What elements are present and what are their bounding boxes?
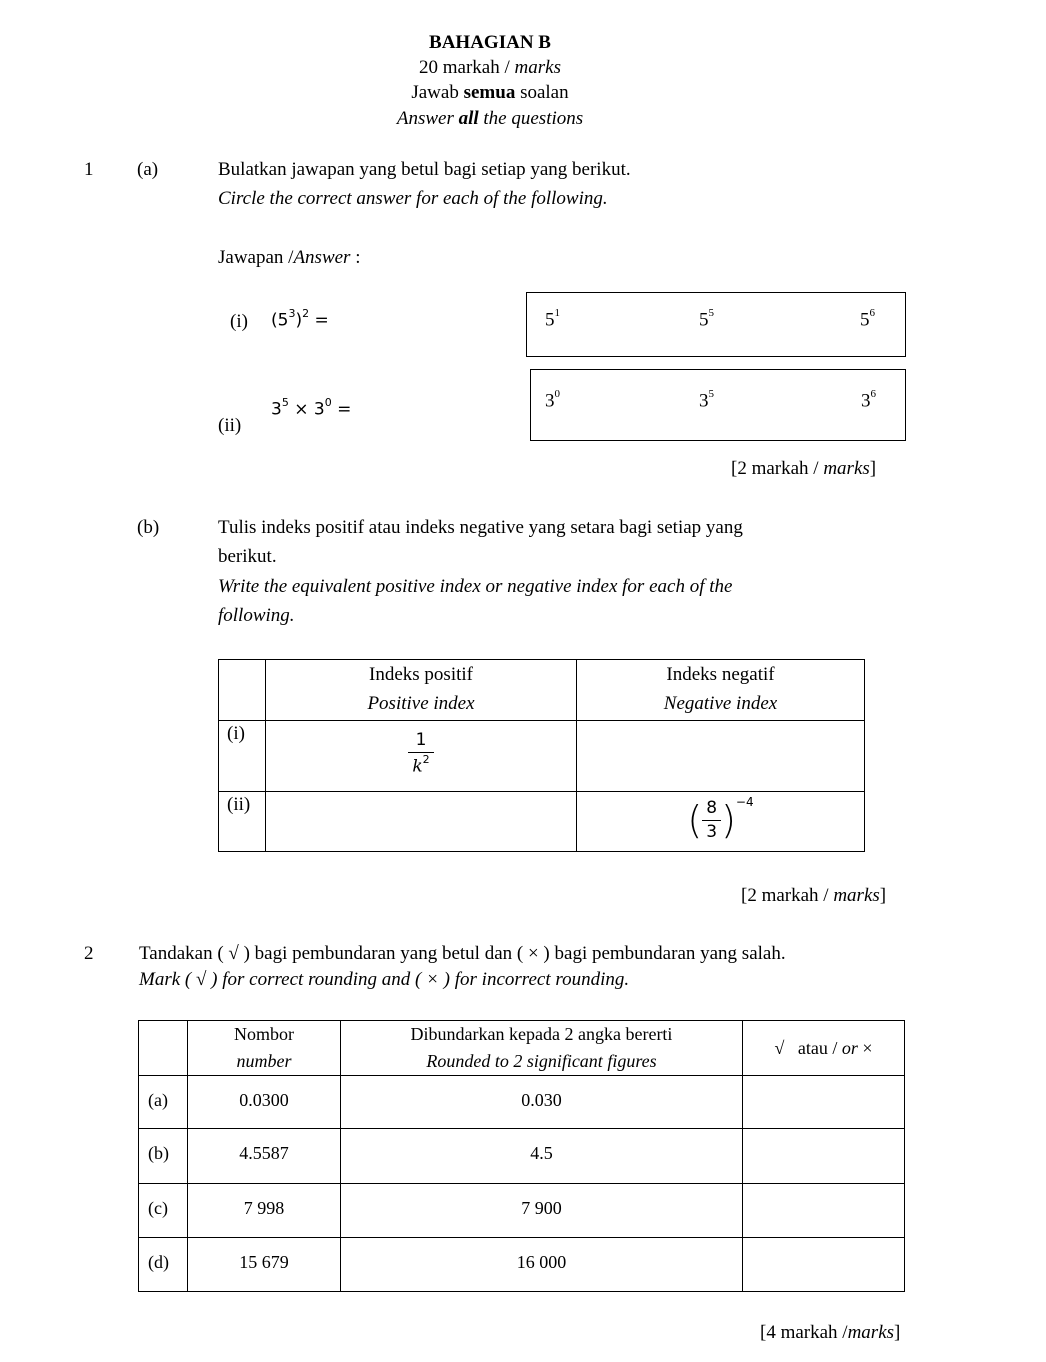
row-label: (c) [139, 1184, 188, 1238]
option-i-3[interactable]: $5^6$ [860, 307, 875, 331]
number-cell: 15 679 [188, 1238, 341, 1292]
positive-index-cell [266, 721, 577, 792]
rounding-table [138, 1020, 905, 1292]
index-table-corner [219, 660, 266, 721]
q1a-item-i-label: (i) [230, 311, 248, 332]
instruction-en: Answer all the questions [396, 108, 584, 129]
q1a-item-ii-options-box [530, 369, 906, 441]
q1b-instruction-en-2: following. [218, 605, 295, 626]
rounded-cell: 16 000 [341, 1238, 743, 1292]
q1b-instruction-ms-2: berikut. [218, 546, 277, 567]
header-rounded: Dibundarkan kepada 2 angka bererti Rounded to 2 significant figures [341, 1021, 743, 1076]
q2-instruction-ms: Tandakan ( √ ) bagi pembundaran yang betul dan ( × ) bagi pembundaran yang salah. [139, 943, 786, 964]
number-cell: 0.0300 [188, 1076, 341, 1129]
option-i-1[interactable]: $5^1$ [545, 307, 560, 331]
mark-answer-cell[interactable] [743, 1076, 905, 1129]
mark-answer-cell[interactable] [743, 1184, 905, 1238]
q1a-item-ii-label: (ii) [218, 415, 242, 436]
option-ii-2[interactable]: $3^5$ [699, 388, 714, 412]
instruction-ms: Jawab semua soalan [411, 82, 569, 103]
fraction-one-over-k-squared: $\frac{1}{k^2}$ [408, 732, 433, 776]
section-marks [0, 57, 980, 79]
negative-index-answer-cell[interactable] [577, 721, 865, 792]
index-table-header-negative: Indeks negatif Negative index [577, 660, 865, 721]
index-table-header-positive: Indeks positif Positive index [266, 660, 577, 721]
table-row [139, 1076, 905, 1129]
number-cell: 4.5587 [188, 1129, 341, 1184]
positive-index-answer-cell[interactable] [266, 792, 577, 852]
header-number: Nombor number [188, 1021, 341, 1076]
q1a-instruction-ms: Bulatkan jawapan yang betul bagi setiap yang berikut. [218, 159, 631, 180]
rounded-cell: 4.5 [341, 1129, 743, 1184]
q2-instruction-en: Mark ( √ ) for correct rounding and ( × ) for incorrect rounding. [139, 969, 630, 990]
row-label: (ii) [219, 792, 266, 852]
q1b-instruction-en-1: Write the equivalent positive index or negative index for each of the [218, 576, 733, 597]
q1-number: 1 [84, 159, 94, 180]
q1b-label: (b) [137, 517, 160, 538]
row-label: (d) [139, 1238, 188, 1292]
mark-answer-cell[interactable] [743, 1129, 905, 1184]
header-tick-or-cross: √ atau / or × [743, 1021, 905, 1076]
rounded-cell: 0.030 [341, 1076, 743, 1129]
q1a-label: (a) [137, 159, 159, 180]
section-marks-ms: 20 markah / [419, 57, 515, 78]
option-ii-1[interactable]: $3^0$ [545, 388, 560, 412]
row-label: (i) [219, 721, 266, 792]
negative-index-cell [577, 792, 865, 852]
section-title: BAHAGIAN B [429, 32, 551, 53]
number-cell: 7 998 [188, 1184, 341, 1238]
row-label: (a) [139, 1076, 188, 1129]
fraction-eight-over-three-power: ( $\frac{8}{3}$ ) −4 [687, 795, 754, 842]
index-table [218, 659, 865, 852]
q1a-item-i-expression: $(5^3)^2$ = [271, 307, 329, 331]
row-label: (b) [139, 1129, 188, 1184]
table-row [139, 1184, 905, 1238]
answer-label: Jawapan /Answer : [218, 247, 361, 268]
option-ii-3[interactable]: $3^6$ [861, 388, 876, 412]
q2-number: 2 [84, 943, 94, 964]
q2-marks: [4 markah /marks] [760, 1322, 901, 1343]
rounding-table-corner [139, 1021, 188, 1076]
mark-answer-cell[interactable] [743, 1238, 905, 1292]
table-row [139, 1129, 905, 1184]
q1a-marks: [2 markah / marks] [731, 458, 877, 479]
section-marks-en: marks [514, 57, 561, 78]
q1a-instruction-en: Circle the correct answer for each of the following. [218, 188, 608, 209]
q1a-item-ii-expression: $3^5 \times 3^0$ = [271, 396, 352, 420]
rounded-cell: 7 900 [341, 1184, 743, 1238]
option-i-2[interactable]: $5^5$ [699, 307, 714, 331]
q1b-instruction-ms-1: Tulis indeks positif atau indeks negative yang setara bagi setiap yang [218, 517, 743, 538]
table-row [219, 721, 865, 792]
q1b-marks: [2 markah / marks] [741, 885, 887, 906]
table-row [219, 792, 865, 852]
q1a-item-i-options-box [526, 292, 906, 357]
table-row [139, 1238, 905, 1292]
